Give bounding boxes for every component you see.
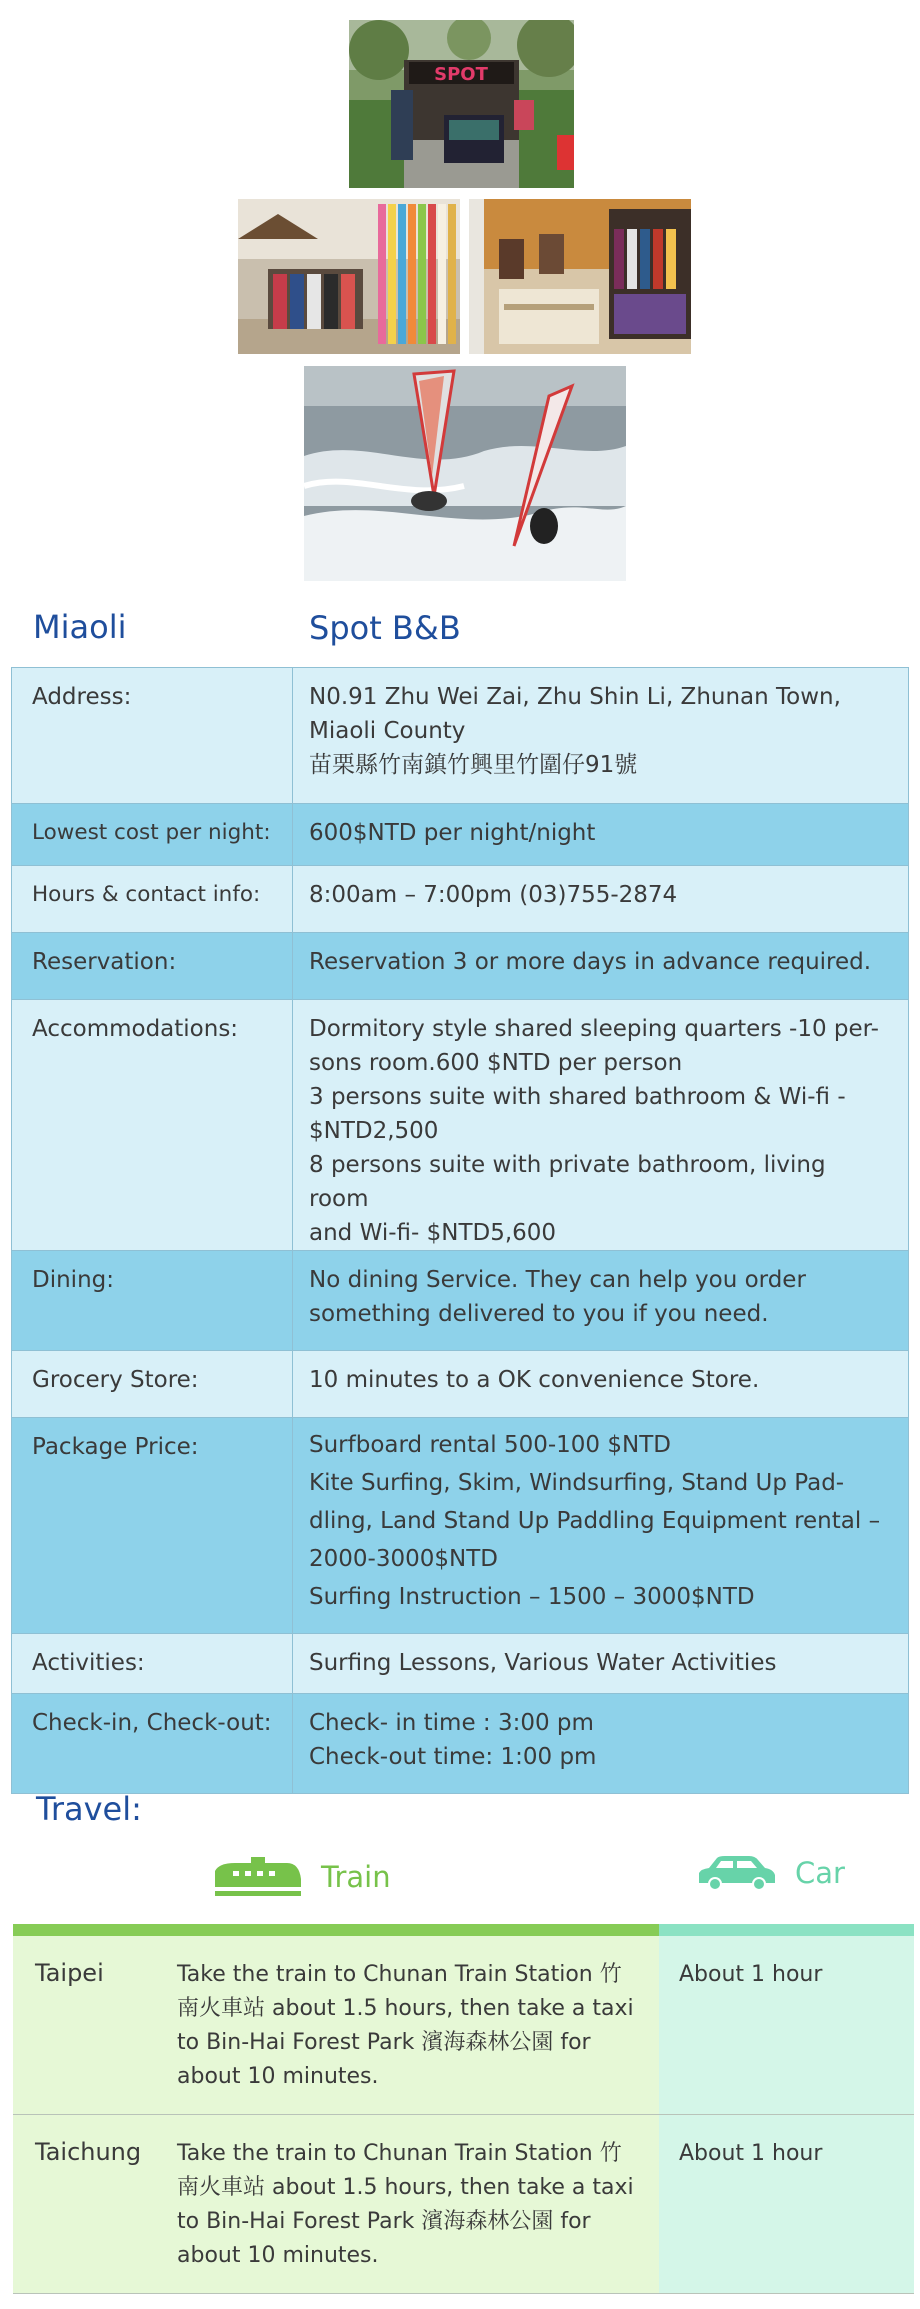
detail-value: Dormitory style shared sleeping quarters -10 per- sons room.600 $NTD per person 3 persons suite with shared bathroom & Wi-fi - $NTD2,500 8 persons suite with private bathroom, living room and Wi-fi- $NTD5,600 bbox=[293, 1000, 909, 1251]
detail-label: Address: bbox=[12, 668, 293, 804]
travel-city: Taichung bbox=[13, 2115, 169, 2294]
windsurfing-photo bbox=[304, 366, 626, 581]
detail-row-accommodations bbox=[12, 1000, 909, 1251]
travel-table bbox=[13, 1936, 914, 2294]
detail-label: Accommodations: bbox=[12, 1000, 293, 1251]
detail-row-check-in-out bbox=[12, 1694, 909, 1794]
shop-interior-photo bbox=[469, 199, 691, 354]
detail-label: Check-in, Check-out: bbox=[12, 1694, 293, 1794]
detail-label: Lowest cost per night: bbox=[12, 804, 293, 866]
location-area: Miaoli bbox=[33, 608, 127, 646]
travel-row-taichung bbox=[13, 2115, 914, 2294]
train-label: Train bbox=[321, 1860, 391, 1894]
detail-value: 8:00am – 7:00pm (03)755-2874 bbox=[293, 866, 909, 933]
detail-row-address bbox=[12, 668, 909, 804]
detail-value: 600$NTD per night/night bbox=[293, 804, 909, 866]
travel-city: Taipei bbox=[13, 1936, 169, 2115]
train-route: Take the train to Chunan Train Station 竹 南火車站 about 1.5 hours, then take a taxi to Bin-Hai Forest Park 濱海森林公園 for about 10 minutes. bbox=[169, 1936, 659, 2115]
detail-value: No dining Service. They can help you order something delivered to you if you need. bbox=[293, 1251, 909, 1351]
storefront-sign: SPOT bbox=[434, 64, 488, 85]
car-icon bbox=[695, 1853, 777, 1893]
travel-row-taipei bbox=[13, 1936, 914, 2115]
surfboard-rack-photo bbox=[238, 199, 460, 354]
travel-heading: Travel: bbox=[36, 1790, 142, 1828]
train-route: Take the train to Chunan Train Station 竹 南火車站 about 1.5 hours, then take a taxi to Bin-Hai Forest Park 濱海森林公園 for about 10 minutes. bbox=[169, 2115, 659, 2294]
car-header-bar bbox=[659, 1924, 914, 1936]
detail-row-activities bbox=[12, 1634, 909, 1694]
detail-row-reservation bbox=[12, 933, 909, 1000]
detail-label: Dining: bbox=[12, 1251, 293, 1351]
property-name: Spot B&B bbox=[309, 609, 461, 647]
detail-value: Reservation 3 or more days in advance required. bbox=[293, 933, 909, 1000]
detail-row-package-price bbox=[12, 1418, 909, 1634]
detail-label: Grocery Store: bbox=[12, 1351, 293, 1418]
detail-label: Package Price: bbox=[12, 1418, 293, 1634]
detail-row-hours-contact bbox=[12, 866, 909, 933]
train-header-bar bbox=[13, 1924, 659, 1936]
shop-storefront-photo bbox=[349, 20, 574, 188]
train-column-header bbox=[213, 1849, 391, 1905]
detail-value: N0.91 Zhu Wei Zai, Zhu Shin Li, Zhunan Town, Miaoli County 苗栗縣竹南鎮竹興里竹圍仔91號 bbox=[293, 668, 909, 804]
detail-value: Surfboard rental 500-100 $NTD Kite Surfing, Skim, Windsurfing, Stand Up Pad- dling, Land Stand Up Paddling Equipment rental – 2000-3000$NTD Surfing Instruction – 1500 – 3000$NTD bbox=[293, 1418, 909, 1634]
detail-row-lowest-cost bbox=[12, 804, 909, 866]
detail-row-grocery bbox=[12, 1351, 909, 1418]
detail-label: Activities: bbox=[12, 1634, 293, 1694]
detail-value: Surfing Lessons, Various Water Activities bbox=[293, 1634, 909, 1694]
car-time: About 1 hour bbox=[659, 2115, 914, 2294]
car-time: About 1 hour bbox=[659, 1936, 914, 2115]
detail-label: Reservation: bbox=[12, 933, 293, 1000]
detail-label: Hours & contact info: bbox=[12, 866, 293, 933]
car-column-header bbox=[695, 1853, 845, 1893]
detail-row-dining bbox=[12, 1251, 909, 1351]
train-icon bbox=[213, 1849, 303, 1905]
detail-value: 10 minutes to a OK convenience Store. bbox=[293, 1351, 909, 1418]
car-label: Car bbox=[795, 1856, 845, 1890]
property-details-table bbox=[11, 667, 909, 1794]
detail-value: Check- in time : 3:00 pm Check-out time: 1:00 pm bbox=[293, 1694, 909, 1794]
